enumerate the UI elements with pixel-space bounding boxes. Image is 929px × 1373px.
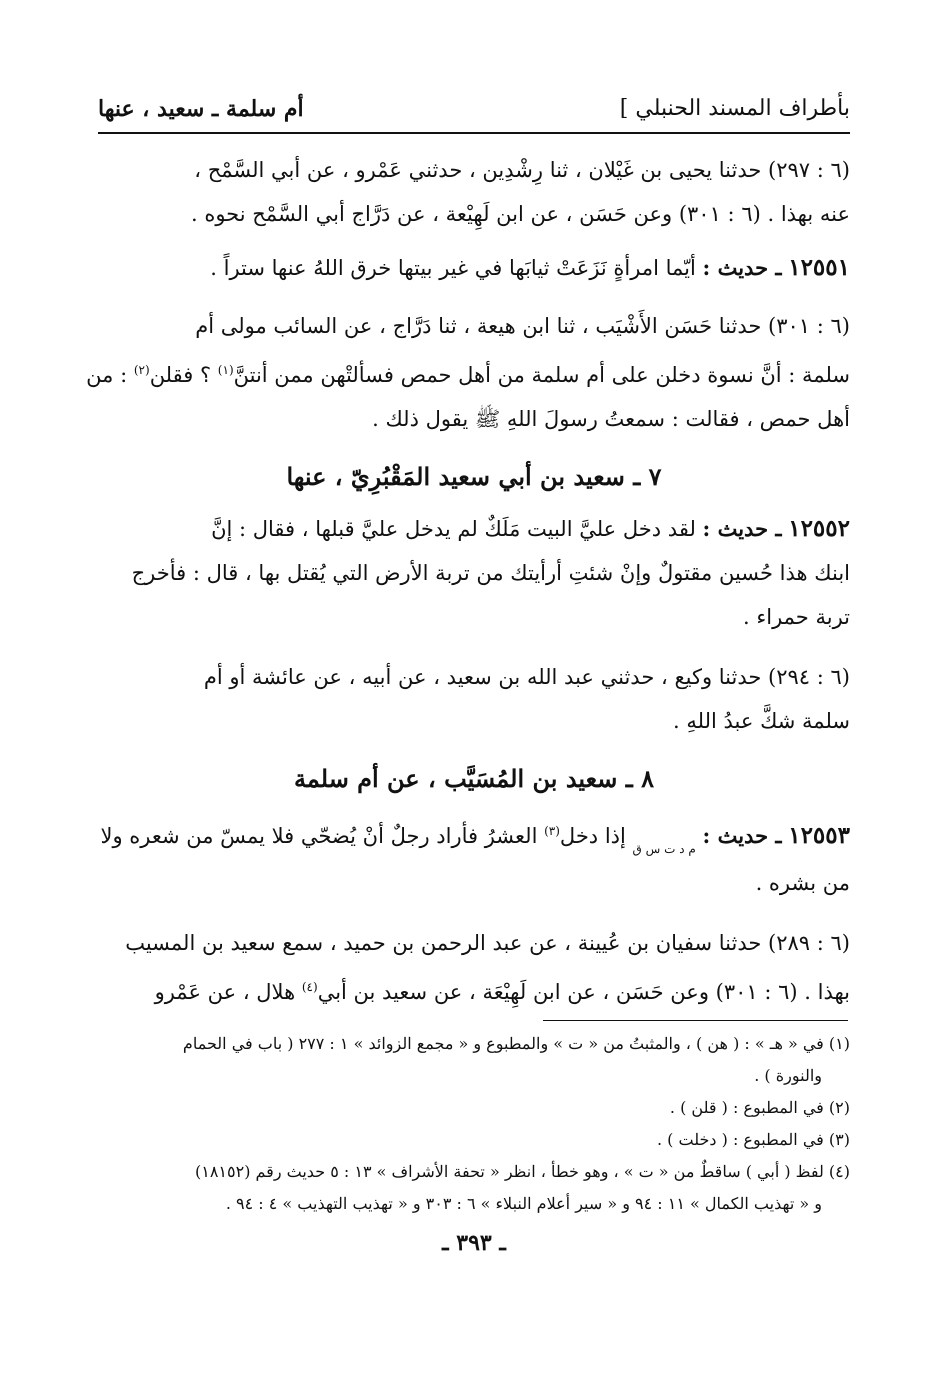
text-segment: ؟ فقلن <box>149 363 212 387</box>
text-line: عنه بهذا . (٦ : ٣٠١) وعن حَسَن ، عن ابن لَهِيْعة ، عن دَرَّاج أبي السَّمْح نحوه . <box>190 202 850 226</box>
text-line: (٦ : ٣٠١) حدثنا حَسَن الأَشْيَب ، ثنا ابن هيعة ، ثنا دَرَّاج ، عن السائب مولى أم <box>195 314 850 338</box>
text-line: من بشره . <box>755 871 850 895</box>
footnote-1-cont: والنورة ) . <box>754 1066 822 1085</box>
text-segment: إذا دخل <box>559 824 626 848</box>
hadith-number: ١٢٥٥٢ <box>788 515 850 542</box>
text-line <box>98 507 850 551</box>
footnote-2: (٢) في المطبوع : ( قلن ) . <box>669 1098 850 1117</box>
footnote-ref: (٢) <box>133 363 150 377</box>
text-line: تربة حمراء . <box>743 605 850 629</box>
text-line: (٦ : ٢٩٧) حدثنا يحيى بن غَيْلان ، ثنا رِشْدِين ، حدثني عَمْرو ، عن أبي السَّمْح ، <box>194 158 850 182</box>
text-segment: العشرُ فأراد رجلٌ أنْ يُضحّي فلا يمسّ من شعره ولا <box>100 824 538 848</box>
hadith-label: ـ حديث : <box>702 516 782 541</box>
text-line <box>86 348 850 397</box>
isnad-block-4 <box>98 921 850 1014</box>
page-number: ـ ٣٩٣ ـ <box>442 1230 506 1256</box>
text-line: (٦ : ٢٩٤) حدثنا وكيع ، حدثني عبد الله بن سعيد ، عن أبيه ، عن عائشة أو أم <box>203 665 850 689</box>
text-line: ابنك هذا حُسين مقتولٌ وإنْ شئتِ أرأيتك من تربة الأرض التي يُقتل بها ، قال : فأخرج <box>131 561 850 585</box>
text-segment: بهذا . (٦ : ٣٠١) وعن حَسَن ، عن ابن لَهِيْعَة ، عن سعيد بن أبي <box>317 980 850 1004</box>
hadith-text: لقد دخل عليَّ البيت مَلَكٌ لم يدخل عليَّ قبلها ، فقال : إنَّ <box>211 517 696 541</box>
text-line: سلمة شكَّ عبدُ اللهِ . <box>673 709 850 733</box>
footnote-1: (١) في « هـ » : ( هن ) ، والمثبتُ من « ت » والمطبوع و « مجمع الزوائد » ١ : ٢٧٧ ( باب في الحمام <box>182 1034 850 1053</box>
page <box>86 92 850 1256</box>
text-segment: هلال ، عن عَمْرو <box>154 980 296 1004</box>
footnote-ref: (١) <box>217 363 234 377</box>
hadith-12551 <box>98 246 850 290</box>
isnad-block-1 <box>98 148 850 236</box>
text-segment: : من <box>86 363 128 387</box>
footnote-ref: (٤) <box>301 980 318 994</box>
hadith-text: أيّما امرأةٍ نَزَعَتْ ثيابَها في غير بيتها خرق اللهُ عنها ستراً . <box>210 256 696 280</box>
header-section-title: أم سلمة ـ سعيد ، عنها <box>98 96 304 122</box>
footnote-3: (٣) في المطبوع : ( دخلت ) . <box>657 1130 850 1149</box>
hadith-12553 <box>98 809 850 905</box>
text-segment: سلمة : أنَّ نسوة دخلن على أم سلمة من أهل حمص فسألتْهن ممن أنتنَّ <box>233 363 850 387</box>
source-symbols: م د ت س ق <box>632 842 696 856</box>
footnote-ref: (٣) <box>544 824 560 838</box>
footnote-separator-wrap <box>98 1014 850 1028</box>
footnote-4-cont: و « تهذيب الكمال » ١١ : ٩٤ و « سير أعلام النبلاء » ٦ : ٣٠٣ و « تهذيب التهذيب » ٤ : ٩٤ . <box>225 1194 822 1213</box>
hadith-number: ١٢٥٥١ <box>788 254 850 281</box>
text-line <box>98 965 850 1014</box>
isnad-block-3 <box>98 655 850 743</box>
text-line: (٦ : ٢٨٩) حدثنا سفيان بن عُيينة ، عن عبد الرحمن بن حميد ، سمع سعيد بن المسيب <box>125 931 850 955</box>
text-line <box>98 809 850 861</box>
footnote-separator <box>543 1020 848 1021</box>
section-heading-7: ٧ ـ سعيد بن أبي سعيد المَقْبُرِيّ ، عنها <box>286 462 662 491</box>
hadith-label: ـ حديث : <box>702 255 782 280</box>
footnotes <box>98 1028 850 1220</box>
hadith-number: ١٢٥٥٣ <box>788 822 850 849</box>
isnad-block-2 <box>86 304 850 441</box>
footnote-4: (٤) لفظ ( أبي ) ساقطٌ من « ت » ، وهو خطأ ، انظر « تحفة الأشراف » ١٣ : ٥ حديث رقم (١٨١٥٢) <box>194 1162 850 1181</box>
text-line <box>98 246 850 290</box>
running-header <box>98 92 850 134</box>
hadith-12552 <box>98 507 850 639</box>
hadith-label: ـ حديث : <box>702 823 782 848</box>
header-book-title: بأطراف المسند الحنبلي ] <box>619 96 850 121</box>
text-line: أهل حمص ، فقالت : سمعتُ رسولَ اللهِ ﷺ يقول ذلك . <box>372 407 850 431</box>
section-heading-8: ٨ ـ سعيد بن المُسَيَّب ، عن أم سلمة <box>294 764 654 793</box>
